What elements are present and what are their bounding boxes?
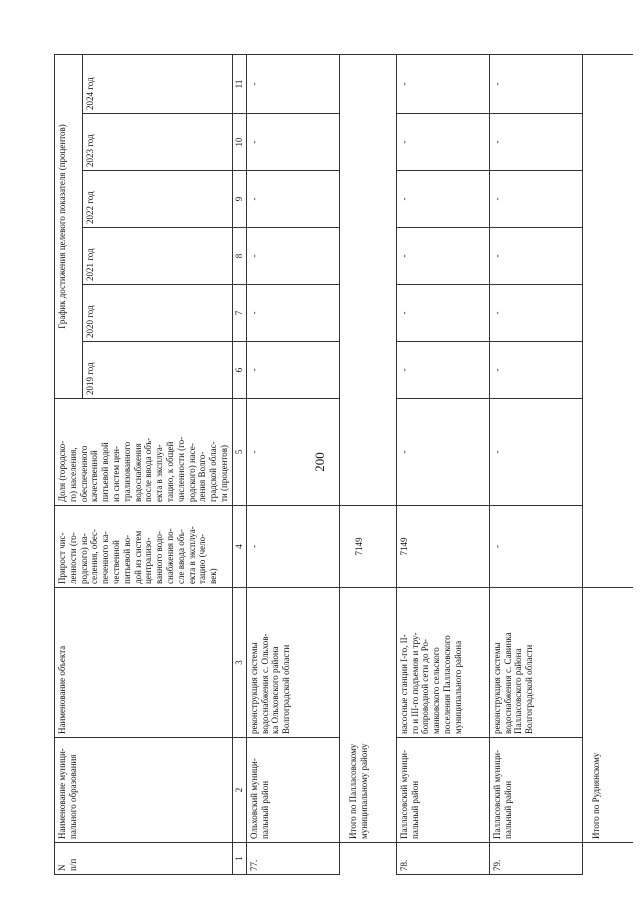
row-year-value: - [246, 171, 339, 228]
row-year-value: - [489, 228, 582, 285]
total-row [582, 54, 633, 874]
column-number: 3 [232, 588, 246, 738]
row-num: 77. [246, 843, 339, 875]
row-num: 78. [396, 843, 489, 875]
column-number: 2 [232, 738, 246, 843]
total-growth: 7149 [339, 506, 396, 588]
row-year-value: - [396, 228, 489, 285]
row-year-value: - [489, 171, 582, 228]
row-year-value: - [396, 114, 489, 171]
header-year-2024: 2024 год [82, 54, 232, 113]
column-number: 1 [232, 843, 246, 875]
header-schedule: График достижения целевого показателя (процентов) [55, 54, 83, 398]
row-year-value: - [489, 54, 582, 113]
row-year-value: - [489, 342, 582, 399]
table-row [246, 54, 339, 874]
row-year-value: - [396, 342, 489, 399]
row-year-value: - [246, 228, 339, 285]
row-object: реконструкция системы водоснабжения с. Ольхов- ка Ольховского района Волгоградской области [246, 588, 339, 738]
row-year-value: - [246, 114, 339, 171]
column-number: 11 [232, 54, 246, 113]
column-number: 9 [232, 171, 246, 228]
row-year-value: - [396, 54, 489, 113]
header-year-2022: 2022 год [82, 171, 232, 228]
header-population-share: Доля (городско- го) населения, обеспеченного качественной питьевой водой из систем цен- трализованного водоснабжения после ввода объ- екта в эксплуа- тацию, к общей численности (го- родского) насе- ления Волго- градской облас- ти (процентов) [55, 399, 233, 506]
row-num: 79. [489, 843, 582, 875]
table-row [396, 54, 489, 874]
row-share: - [246, 399, 339, 506]
row-year-value: - [246, 342, 339, 399]
row-share: - [489, 399, 582, 506]
row-municipality: Палласовский муници- пальный район [396, 738, 489, 843]
column-number-row [232, 54, 246, 874]
row-year-value: - [489, 114, 582, 171]
row-year-value: - [489, 285, 582, 342]
header-population-growth: Прирост чис- ленности (го- родского) на- селения, обес- печенного ка- чественной питьевой во- дой из систем централизо- ванного водо- снабжения по- сле ввода объ- екта в эксплуа- тацию (чело- век) [55, 506, 233, 588]
column-number: 10 [232, 114, 246, 171]
row-growth: 7149 [396, 506, 489, 588]
row-municipality: Ольховский муници- пальный район [246, 738, 339, 843]
column-number: 6 [232, 342, 246, 399]
column-number: 5 [232, 399, 246, 506]
column-number: 4 [232, 506, 246, 588]
target-indicator-table [54, 54, 633, 875]
row-year-value: - [246, 54, 339, 113]
row-year-value: - [396, 285, 489, 342]
rotated-page-content [54, 30, 614, 875]
header-year-2020: 2020 год [82, 285, 232, 342]
header-num: N п/п [55, 843, 233, 875]
row-object: реконструкция системы водоснабжения с. Савинка Палласовского района Волгоградской области [489, 588, 582, 738]
column-number: 8 [232, 228, 246, 285]
row-year-value: - [246, 285, 339, 342]
header-year-2019: 2019 год [82, 342, 232, 399]
total-label: Итого по Руднянскому [582, 588, 633, 843]
header-year-2021: 2021 год [82, 228, 232, 285]
total-label: Итого по Палласовскому муниципальному району [339, 588, 396, 843]
total-row [339, 54, 396, 874]
column-number: 7 [232, 285, 246, 342]
row-share: - [396, 399, 489, 506]
row-growth: - [489, 506, 582, 588]
row-growth: - [246, 506, 339, 588]
header-object: Наименование объекта [55, 588, 233, 738]
row-municipality: Палласовский муници- пальный район [489, 738, 582, 843]
table-row [489, 54, 582, 874]
header-municipality: Наименование муници- пального образования [55, 738, 233, 843]
page-number: 200 [312, 452, 327, 472]
row-year-value: - [396, 171, 489, 228]
header-year-2023: 2023 год [82, 114, 232, 171]
row-object: насосные станции I-го, II- го и III-го подъемов и тру- бопроводной сети до Ро- манковского сельского поселения Палласовского муниципального района [396, 588, 489, 738]
